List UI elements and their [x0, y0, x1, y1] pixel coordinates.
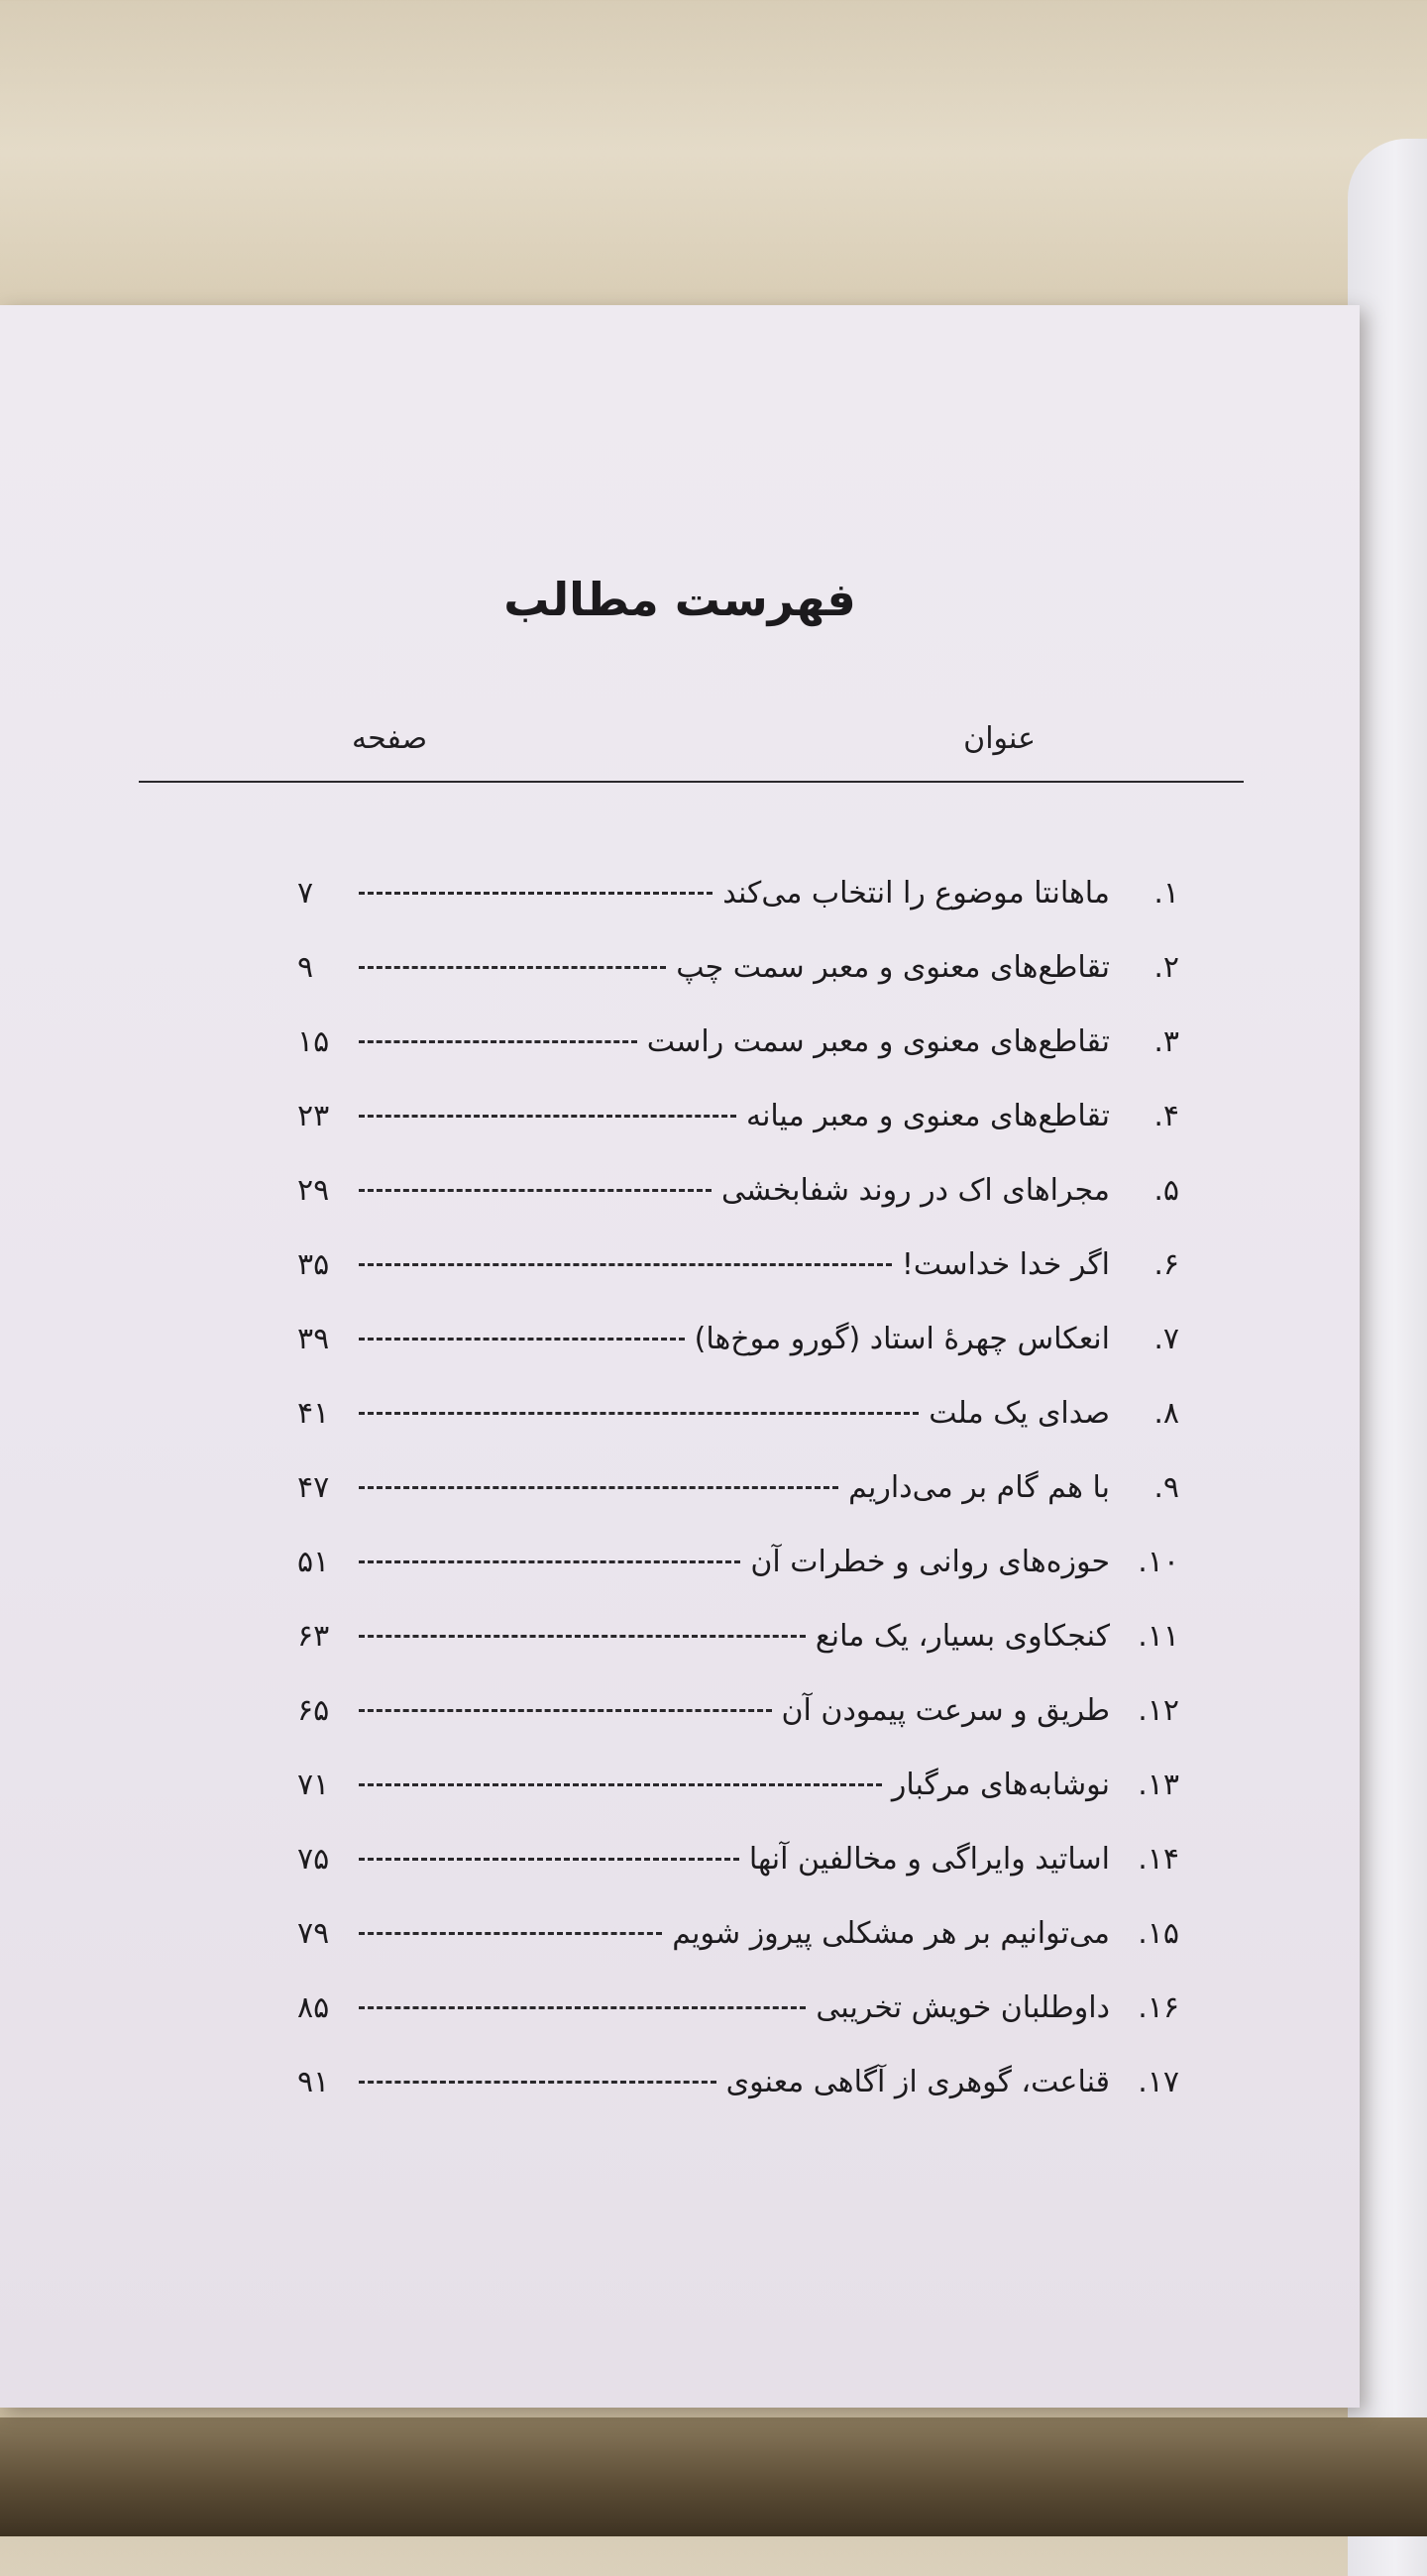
toc-entry-number: ۳. [1153, 1024, 1179, 1059]
toc-entry-page: ۷۹ [297, 1916, 330, 1951]
toc-entry [297, 1748, 1179, 1822]
toc-entry-title: اگر خدا خداست! [901, 1247, 1110, 1282]
title-column-label: عنوان [963, 721, 1036, 756]
toc-entry-page: ۶۳ [297, 1619, 330, 1654]
toc-entry-number: ۱۱. [1138, 1619, 1179, 1654]
toc-entry [297, 930, 1179, 1005]
dot-leader [359, 1263, 892, 1266]
dot-leader [359, 1486, 838, 1489]
dot-leader [359, 1412, 919, 1415]
toc-entry [297, 1971, 1179, 2045]
toc-entry [297, 1153, 1179, 1228]
toc-entry [297, 1673, 1179, 1748]
toc-entry [297, 1228, 1179, 1302]
toc-entry-page: ۷۱ [297, 1768, 330, 1802]
toc-entry-page: ۲۹ [297, 1173, 330, 1208]
toc-entry [297, 1005, 1179, 1079]
toc-entry-page: ۴۱ [297, 1396, 330, 1431]
toc-entry-number: ۵. [1153, 1173, 1179, 1208]
toc-entry-title: اساتید وایراگی و مخالفین آنها [748, 1842, 1110, 1877]
toc-entry-number: ۱۲. [1138, 1693, 1179, 1728]
toc-entry-page: ۷۵ [297, 1842, 330, 1877]
toc-header-row [139, 721, 1244, 781]
dot-leader [359, 1338, 685, 1341]
toc-entry [297, 856, 1179, 930]
dot-leader [359, 1932, 662, 1935]
toc-entry-title: تقاطع‌های معنوی و معبر سمت چپ [676, 950, 1110, 985]
toc-entry-page: ۳۵ [297, 1247, 330, 1282]
dot-leader [359, 1783, 882, 1786]
dot-leader [359, 892, 713, 895]
toc-entry [297, 1896, 1179, 1971]
header-divider [139, 781, 1244, 783]
toc-entry-title: طریق و سرعت پیمودن آن [781, 1693, 1110, 1728]
page-title: فهرست مطالب [503, 573, 856, 626]
toc-entry-title: داوطلبان خویش تخریبی [816, 1990, 1110, 2025]
toc-entry-title: تقاطع‌های معنوی و معبر میانه [745, 1099, 1110, 1133]
toc-entry-number: ۱۰. [1138, 1545, 1179, 1579]
page-column-label: صفحه [352, 721, 428, 756]
next-page-edge [1348, 139, 1427, 2576]
toc-entry-number: ۱. [1153, 876, 1179, 911]
toc-entry-number: ۲. [1153, 950, 1179, 985]
book-page [0, 305, 1360, 2408]
toc-entry-page: ۳۹ [297, 1322, 330, 1356]
toc-entry-number: ۶. [1153, 1247, 1179, 1282]
toc-entry-page: ۹ [297, 950, 314, 985]
toc-entry-number: ۱۷. [1138, 2065, 1179, 2099]
toc-entry [297, 1376, 1179, 1450]
toc-entry-title: می‌توانیم بر هر مشکلی پیروز شویم [672, 1916, 1110, 1951]
toc-entry [297, 2045, 1179, 2119]
dot-leader [359, 1040, 637, 1043]
toc-entry-number: ۸. [1153, 1396, 1179, 1431]
toc-entry-page: ۵۱ [297, 1545, 330, 1579]
toc-entry-number: ۹. [1153, 1470, 1179, 1505]
dot-leader [359, 1635, 806, 1638]
toc-entry-number: ۱۴. [1138, 1842, 1179, 1877]
toc-entry [297, 1079, 1179, 1153]
toc-entry-number: ۷. [1153, 1322, 1179, 1356]
toc-entry-title: انعکاس چهرهٔ استاد (گورو موخ‌ها) [694, 1322, 1110, 1356]
dot-leader [359, 1858, 739, 1861]
toc-entry-number: ۱۳. [1138, 1768, 1179, 1802]
dot-leader [359, 1115, 736, 1118]
dot-leader [359, 1189, 712, 1192]
toc-entry-page: ۷ [297, 876, 314, 911]
toc-entry-title: مجراهای اک در روند شفابخشی [721, 1173, 1110, 1208]
dot-leader [359, 1709, 772, 1712]
toc-entry [297, 1599, 1179, 1673]
toc-entry [297, 1302, 1179, 1376]
toc-entry [297, 1450, 1179, 1525]
toc-entry-number: ۱۵. [1138, 1916, 1179, 1951]
toc-entry-number: ۴. [1153, 1099, 1179, 1133]
toc-entry-title: صدای یک ملت [929, 1396, 1110, 1431]
toc-entry-title: کنجکاوی بسیار، یک مانع [815, 1619, 1110, 1654]
toc-list [297, 856, 1179, 2119]
toc-entry-title: ماهانتا موضوع را انتخاب می‌کند [722, 876, 1110, 911]
toc-entry-page: ۸۵ [297, 1990, 330, 2025]
dot-leader [359, 2081, 716, 2084]
toc-entry-title: تقاطع‌های معنوی و معبر سمت راست [646, 1024, 1110, 1059]
toc-entry-title: حوزه‌های روانی و خطرات آن [750, 1545, 1110, 1579]
toc-entry-page: ۶۵ [297, 1693, 330, 1728]
toc-entry-page: ۱۵ [297, 1024, 330, 1059]
toc-entry-page: ۹۱ [297, 2065, 330, 2099]
toc-entry-title: نوشابه‌های مرگبار [891, 1768, 1110, 1802]
dot-leader [359, 966, 666, 969]
toc-entry [297, 1822, 1179, 1896]
toc-entry-page: ۴۷ [297, 1470, 330, 1505]
background-surface [0, 2417, 1427, 2536]
dot-leader [359, 1560, 740, 1563]
toc-entry [297, 1525, 1179, 1599]
toc-entry-number: ۱۶. [1138, 1990, 1179, 2025]
dot-leader [359, 2006, 806, 2009]
toc-entry-page: ۲۳ [297, 1099, 330, 1133]
toc-entry-title: قناعت، گوهری از آگاهی معنوی [725, 2065, 1110, 2099]
toc-entry-title: با هم گام بر می‌داریم [848, 1470, 1110, 1505]
